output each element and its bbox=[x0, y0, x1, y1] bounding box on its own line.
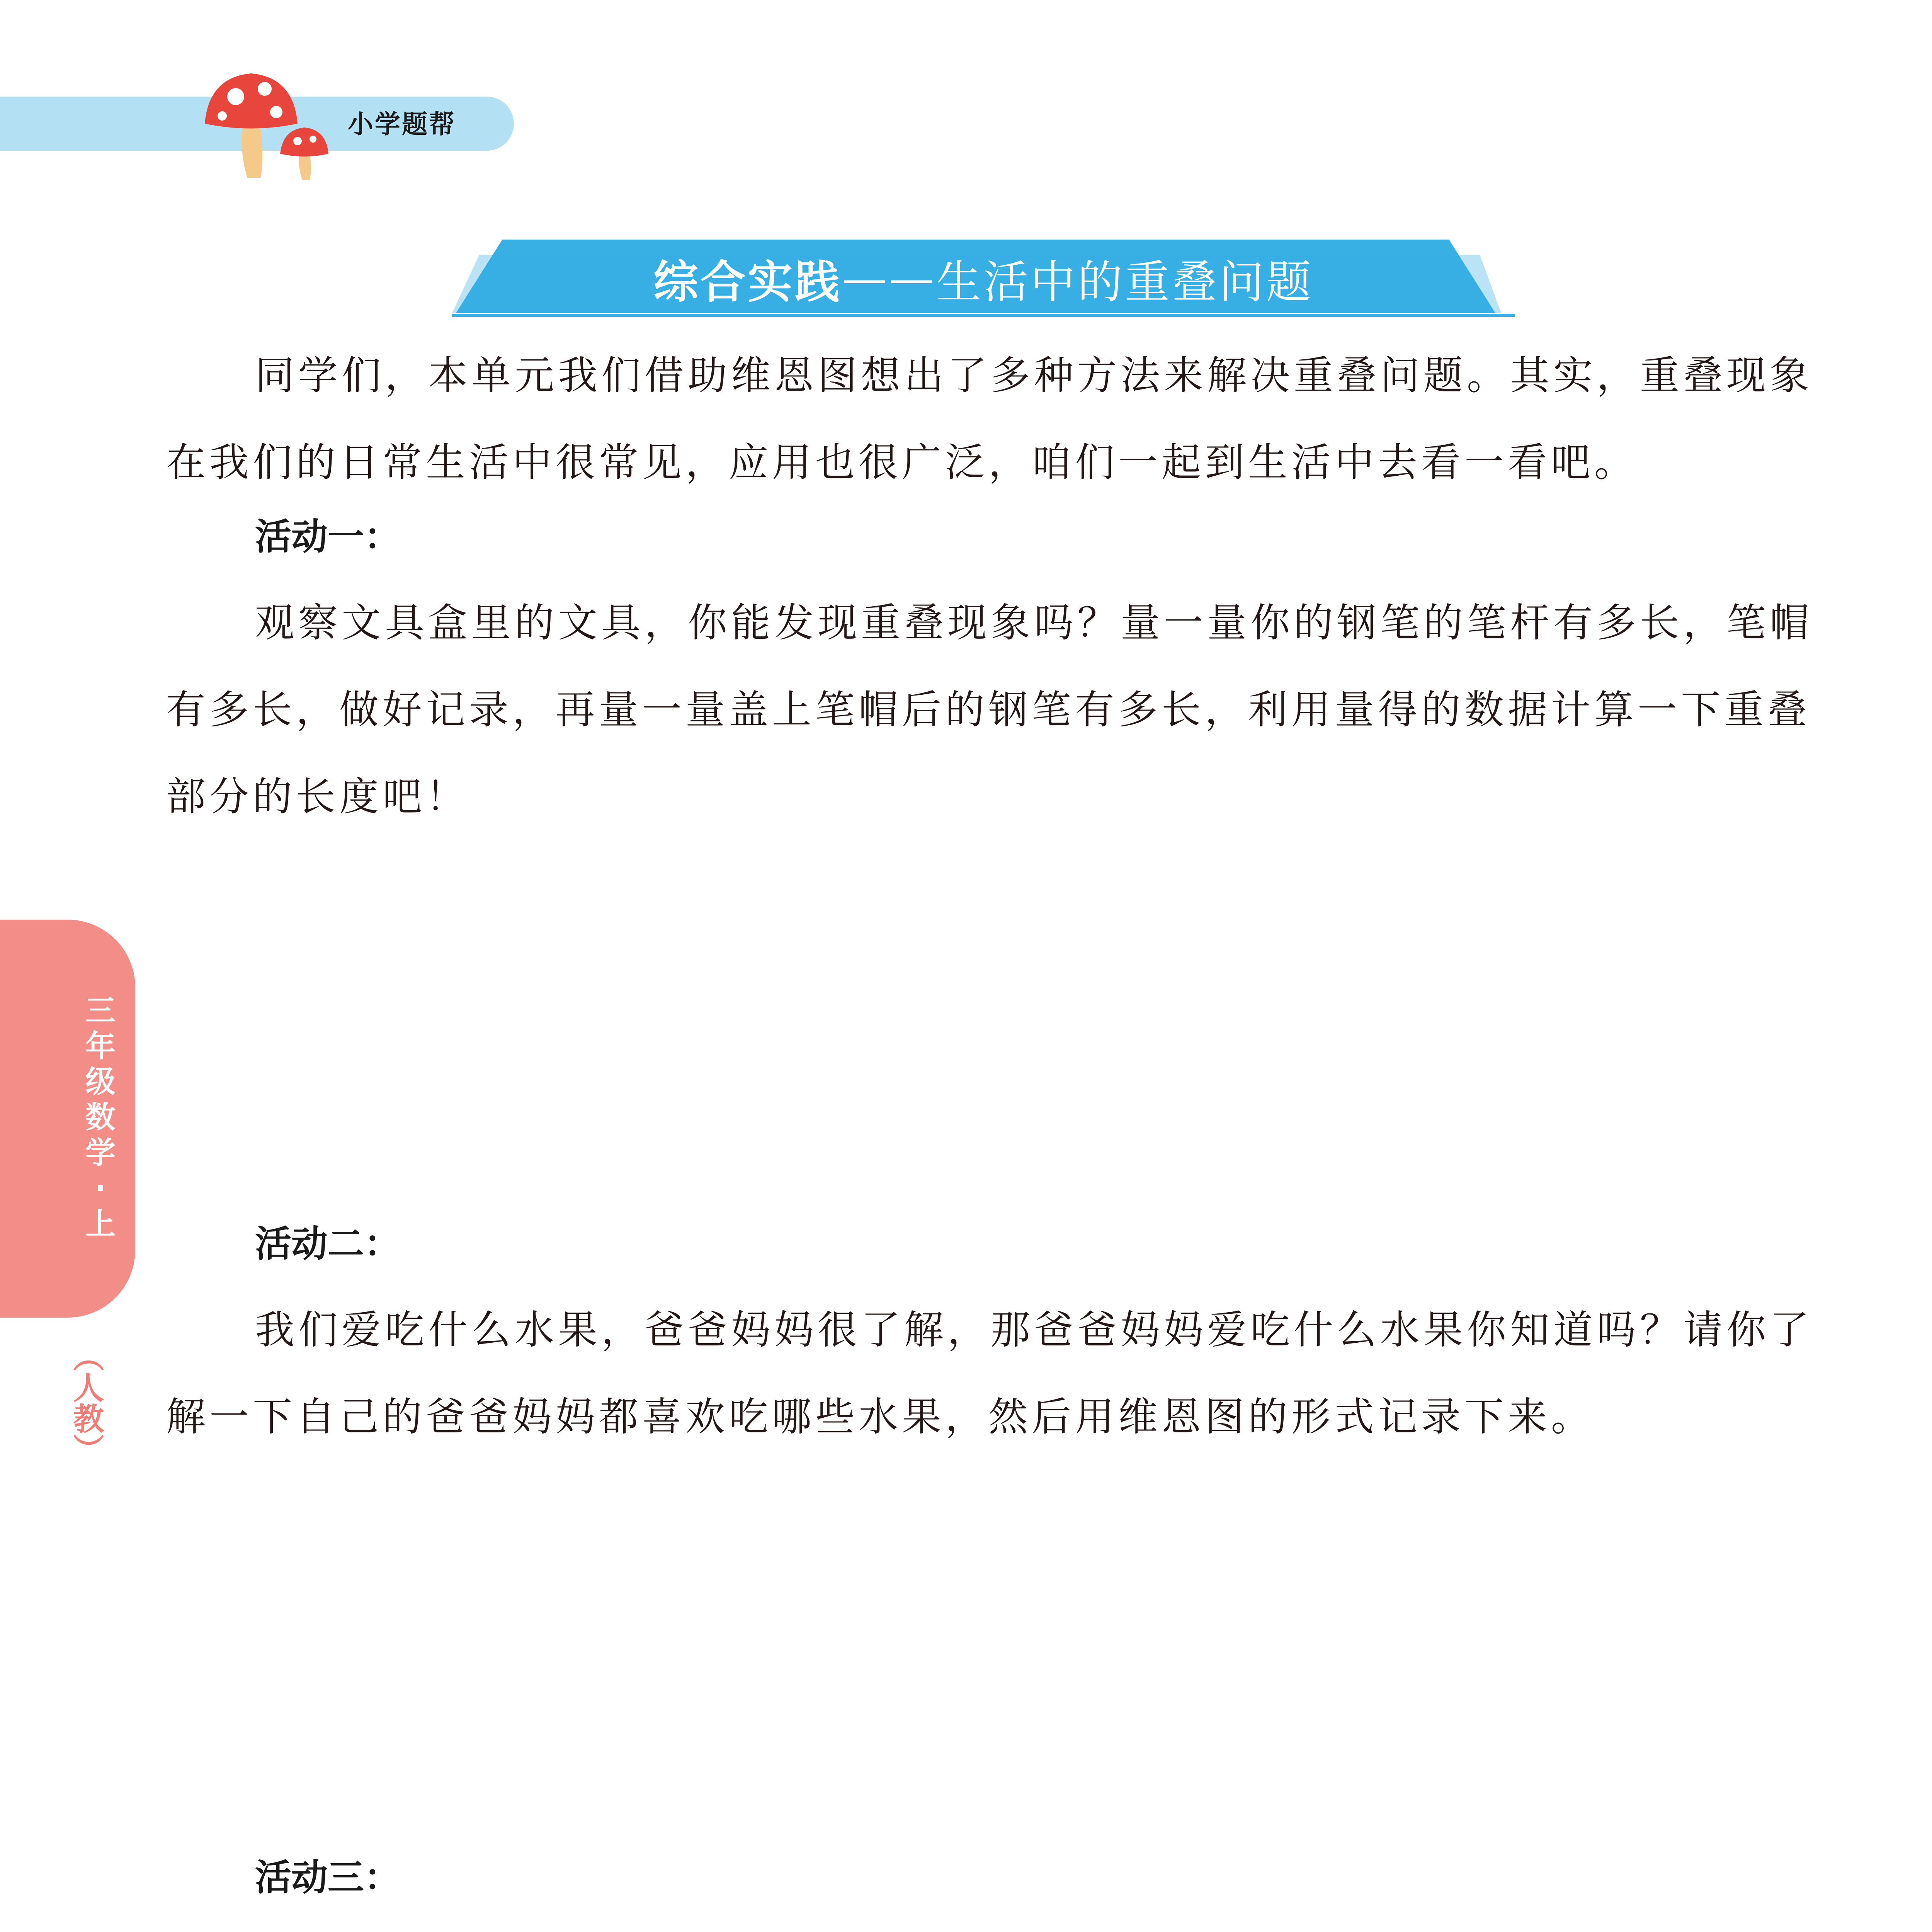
intro-paragraph: 同学们，本单元我们借助维恩图想出了多种方法来解决重叠问题。其实，重叠现象在我们的日常生活中很常见，应用也很广泛，咱们一起到生活中去看一看吧。 bbox=[166, 353, 1813, 486]
mushroom-logo-icon bbox=[193, 62, 340, 185]
title-banner bbox=[452, 240, 1515, 321]
side-tab-grade: 三年级数学·上 bbox=[85, 993, 116, 1242]
side-tab-edition: （人教） bbox=[68, 1341, 104, 1464]
title-dash: —— bbox=[842, 252, 936, 304]
page-title bbox=[452, 240, 1515, 317]
activity-3-heading: 活动三： bbox=[255, 1857, 401, 1899]
activity-3-text bbox=[166, 1920, 1816, 1932]
activity-2-text: 我们爱吃什么水果，爸爸妈妈很了解，那爸爸妈妈爱吃什么水果你知道吗？请你了解一下自己的爸爸妈妈都喜欢吃哪些水果，然后用维恩图的形式记录下来。 bbox=[166, 1307, 1813, 1440]
brand-label: 小学题帮 bbox=[348, 109, 456, 139]
activity-1-heading: 活动一： bbox=[255, 516, 401, 558]
activity-1-text: 观察文具盒里的文具，你能发现重叠现象吗？量一量你的钢笔的笔杆有多长，笔帽有多长，做好记录，再量一量盖上笔帽后的钢笔有多长，利用量得的数据计算一下重叠部分的长度吧！ bbox=[166, 600, 1813, 820]
activity-2-heading: 活动二： bbox=[255, 1223, 401, 1265]
title-light: 生活中的重叠问题 bbox=[936, 256, 1313, 308]
title-strong: 综合实践 bbox=[653, 256, 842, 308]
